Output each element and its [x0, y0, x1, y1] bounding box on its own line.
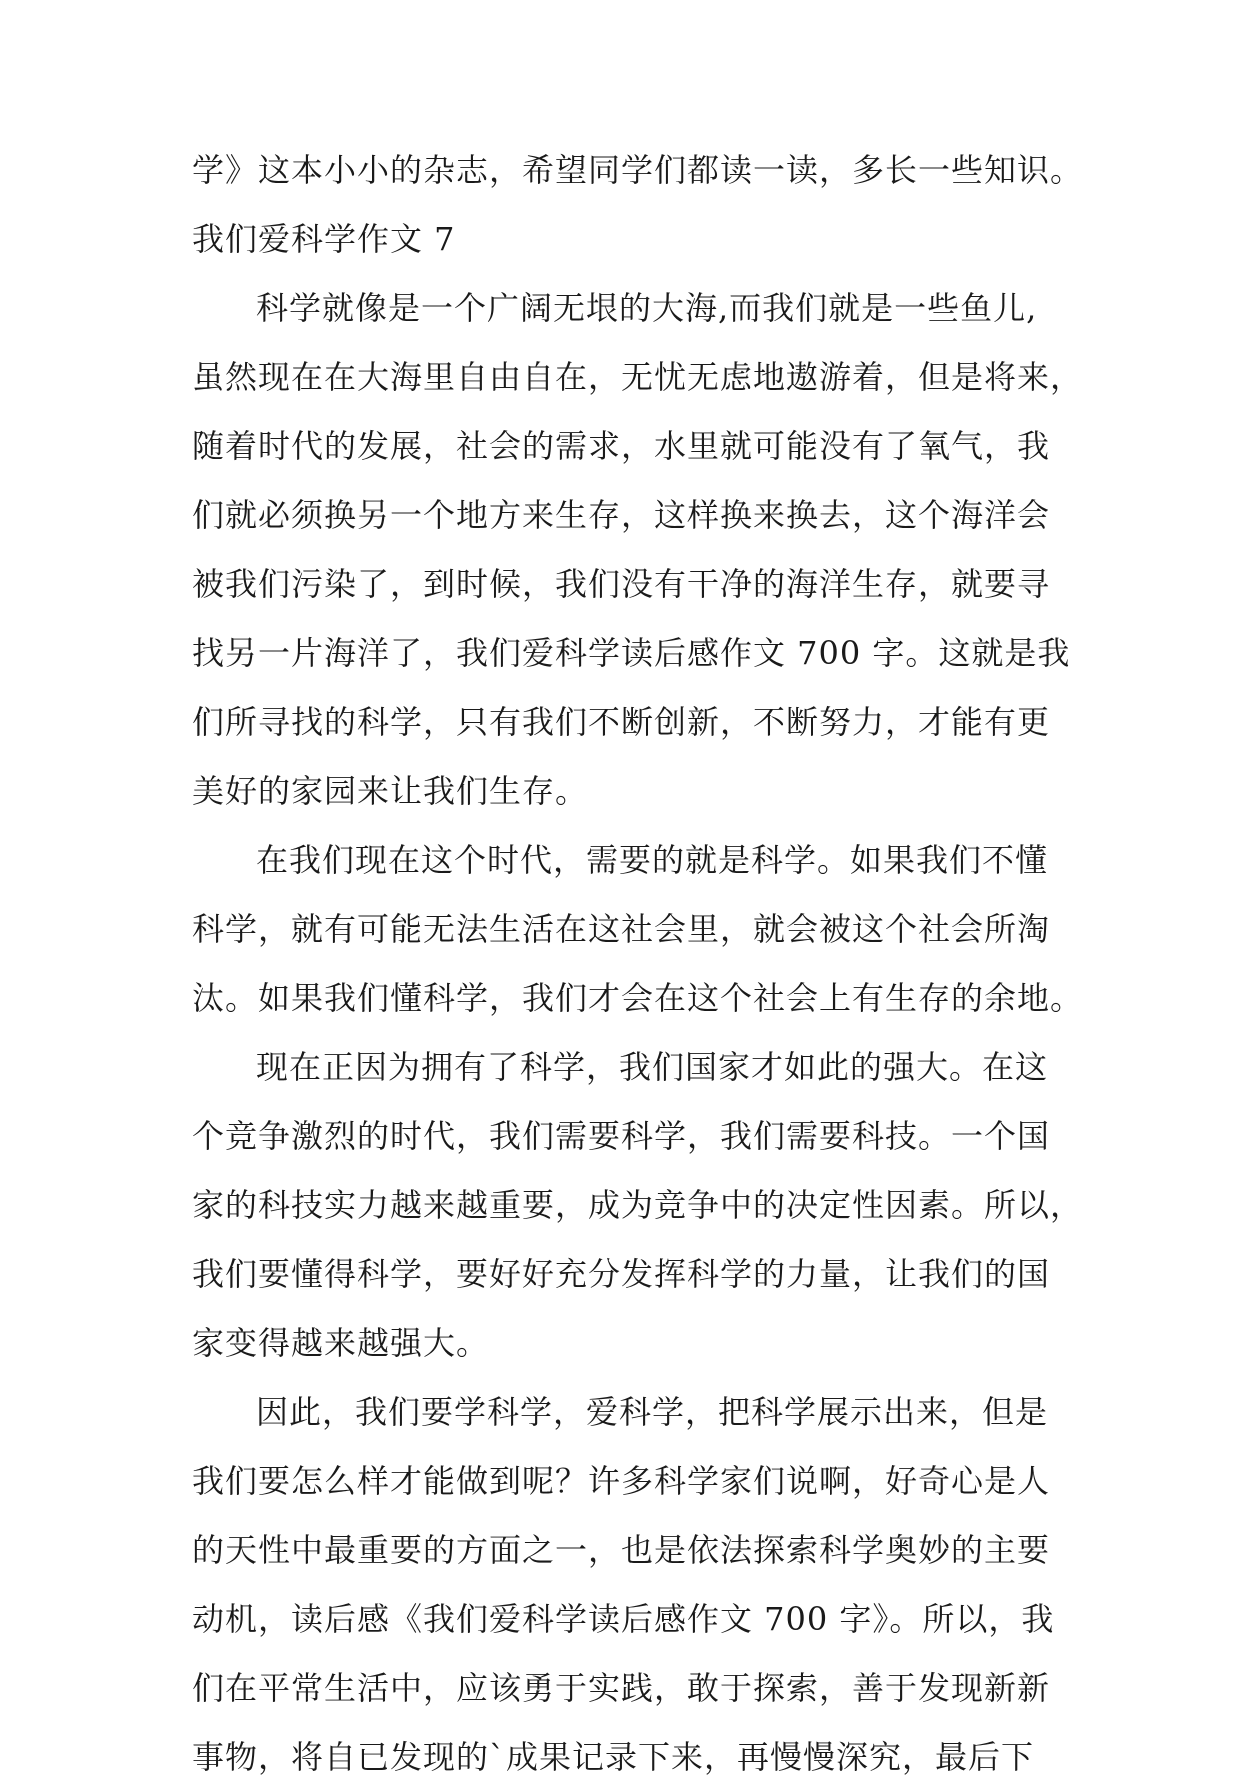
- paragraph-1-line: 被我们污染了，到时候，我们没有干净的海洋生存，就要寻: [192, 565, 1051, 603]
- paragraph-1-line: 科学就像是一个广阔无垠的大海,而我们就是一些鱼儿,: [256, 289, 1038, 327]
- paragraph-4-line: 我们要怎么样才能做到呢？许多科学家们说啊，好奇心是人: [192, 1462, 1051, 1500]
- paragraph-3-line: 家变得越来越强大。: [192, 1324, 490, 1362]
- paragraph-3-line: 个竞争激烈的时代，我们需要科学，我们需要科技。一个国: [192, 1117, 1051, 1155]
- paragraph-2-line: 科学，就有可能无法生活在这社会里，就会被这个社会所淘: [192, 910, 1051, 948]
- paragraph-1-line: 随着时代的发展，社会的需求，水里就可能没有了氧气，我: [192, 427, 1051, 465]
- paragraph-1-line: 美好的家园来让我们生存。: [192, 772, 589, 810]
- paragraph-1-line: 虽然现在在大海里自由自在，无忧无虑地遨游着，但是将来，: [192, 358, 1084, 396]
- paragraph-1-line: 们所寻找的科学，只有我们不断创新，不断努力，才能有更: [192, 703, 1051, 741]
- paragraph-3-line: 我们要懂得科学，要好好充分发挥科学的力量，让我们的国: [192, 1255, 1051, 1293]
- paragraph-1-line: 们就必须换另一个地方来生存，这样换来换去，这个海洋会: [192, 496, 1051, 534]
- section-heading: 我们爱科学作文 7: [192, 220, 456, 258]
- paragraph-4-line: 因此，我们要学科学，爱科学，把科学展示出来，但是: [256, 1393, 1049, 1431]
- paragraph-1-line: 找另一片海洋了，我们爱科学读后感作文 700 字。这就是我: [192, 634, 1071, 672]
- text-line: 学》这本小小的杂志，希望同学们都读一读，多长一些知识。: [192, 151, 1084, 189]
- paragraph-4-line: 动机，读后感《我们爱科学读后感作文 700 字》。所以，我: [192, 1600, 1055, 1638]
- paragraph-3-line: 家的科技实力越来越重要，成为竞争中的决定性因素。所以，: [192, 1186, 1084, 1224]
- paragraph-2-line: 在我们现在这个时代，需要的就是科学。如果我们不懂: [256, 841, 1049, 879]
- paragraph-2-line: 汰。如果我们懂科学，我们才会在这个社会上有生存的余地。: [192, 979, 1084, 1017]
- paragraph-4-line: 事物，将自已发现的`成果记录下来，再慢慢深究，最后下: [192, 1738, 1035, 1776]
- paragraph-4-line: 的天性中最重要的方面之一，也是依法探索科学奥妙的主要: [192, 1531, 1051, 1569]
- paragraph-3-line: 现在正因为拥有了科学，我们国家才如此的强大。在这: [256, 1048, 1049, 1086]
- paragraph-4-line: 们在平常生活中，应该勇于实践，敢于探索，善于发现新新: [192, 1669, 1051, 1707]
